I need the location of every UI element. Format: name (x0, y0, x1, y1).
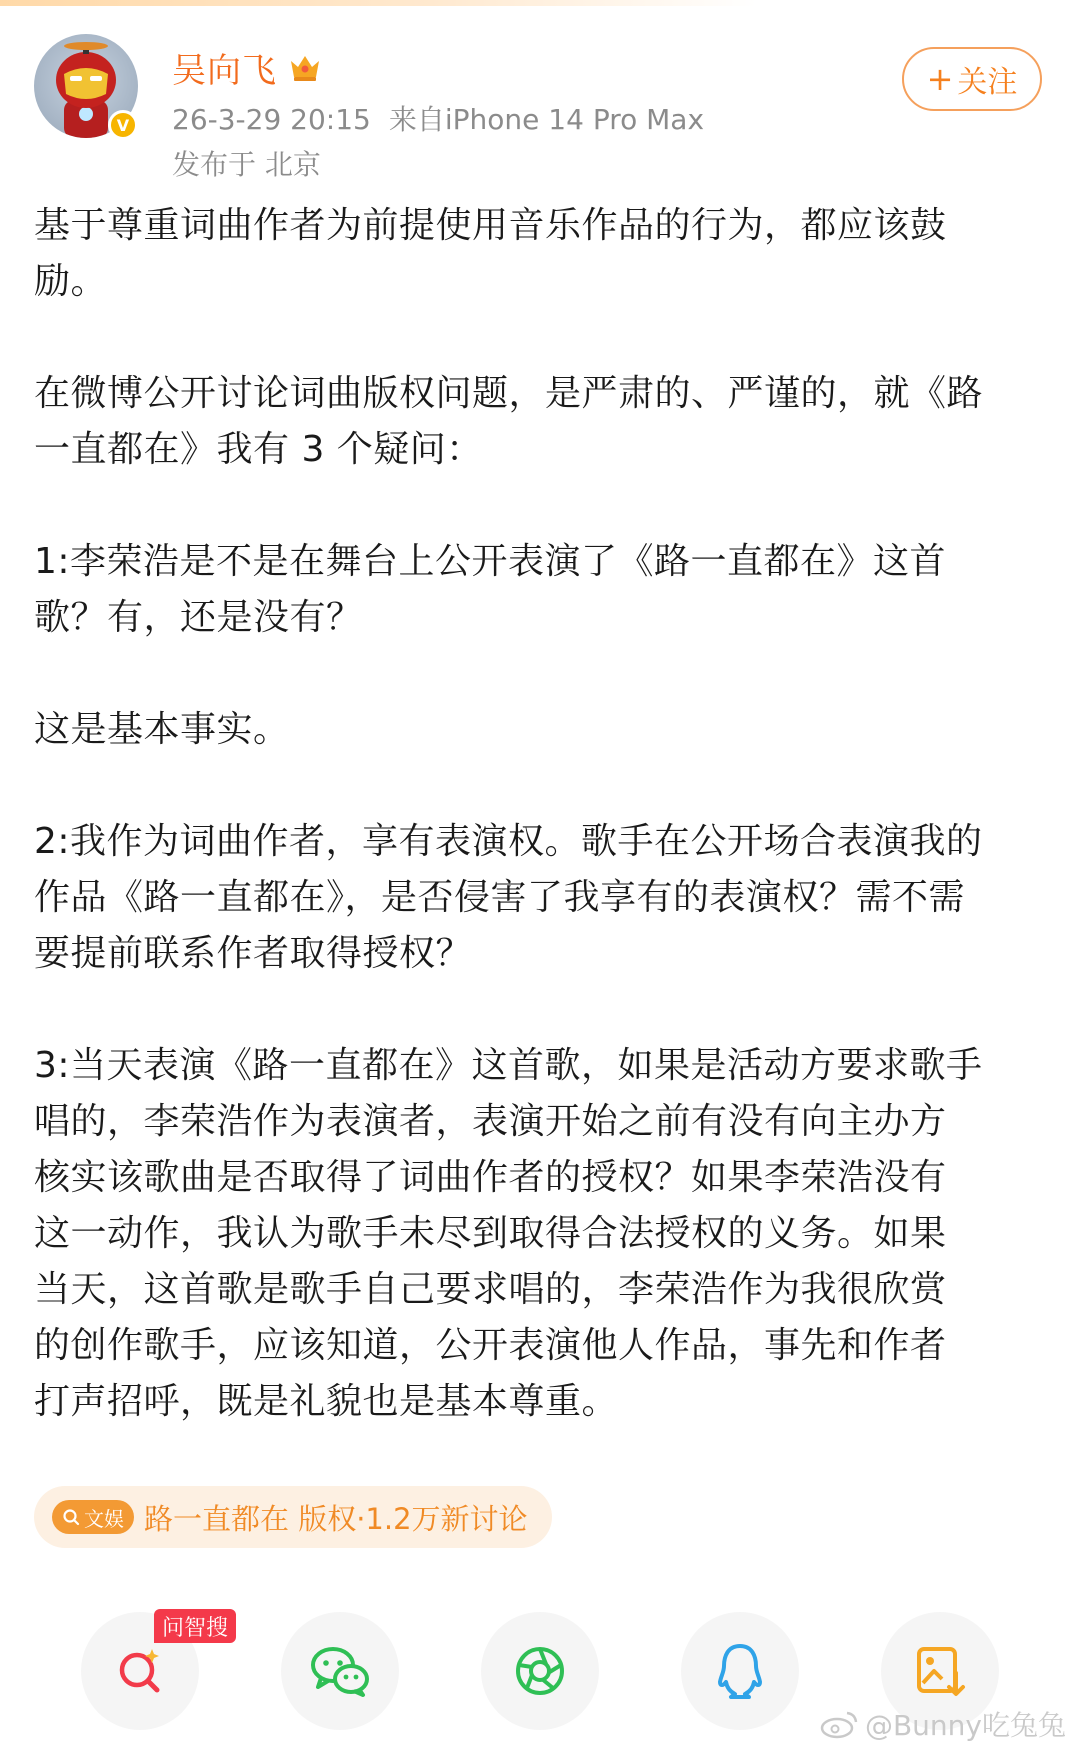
ai-search-badge: 问智搜 (154, 1609, 236, 1643)
save-image-icon (914, 1643, 966, 1699)
watermark (819, 1704, 1066, 1744)
post-source: 来自iPhone 14 Pro Max (388, 103, 705, 136)
watermark-text: @Bunny吃兔兔 (864, 1709, 1066, 1742)
topic-category-label: 文娱 (84, 1506, 124, 1531)
post-body (34, 198, 1049, 1430)
topic-link[interactable] (34, 1486, 552, 1548)
paragraph-question-1: 1:李荣浩是不是在舞台上公开表演了《路一直都在》这首 歌？有，还是没有？ (34, 541, 947, 638)
ai-search-icon (112, 1643, 168, 1699)
qq-icon (715, 1642, 765, 1700)
moments-icon (512, 1643, 568, 1699)
plus-icon: + (926, 60, 954, 98)
wechat-icon (309, 1643, 371, 1699)
follow-button-label: 关注 (957, 65, 1018, 100)
paragraph-basic-fact: 这是基本事实。 (34, 709, 290, 750)
verified-badge-icon: V (108, 110, 138, 140)
username[interactable]: 吴向飞 (172, 50, 277, 91)
paragraph-questions-intro: 在微博公开讨论词曲版权问题，是严肃的、严谨的，就《路 一直都在》我有 3 个疑问： (34, 373, 984, 470)
moments-share-button[interactable] (481, 1612, 599, 1730)
post-header (0, 0, 1080, 181)
search-icon (62, 1508, 80, 1526)
paragraph-question-3: 3:当天表演《路一直都在》这首歌，如果是活动方要求歌手 唱的，李荣浩作为表演者，表演开始之前有没有向主办方 核实该歌曲是否取得了词曲作者的授权？如果李荣浩没有 这一动作，我认为歌手未尽到取得合法授权的义务。如果 当天，这首歌是歌手自己要求唱的，李荣浩作为我很欣赏 的创作歌手，应该知道，公开表演他人作品，事先和作者 打声招呼，既是礼貌也是基本尊重。 (34, 1045, 983, 1422)
follow-button[interactable] (902, 47, 1042, 111)
topic-category-tag (52, 1500, 134, 1534)
paragraph-intro: 基于尊重词曲作者为前提使用音乐作品的行为，都应该鼓 励。 (34, 205, 947, 302)
post-meta (172, 98, 704, 138)
weibo-logo-icon (819, 1709, 859, 1739)
qq-share-button[interactable] (681, 1612, 799, 1730)
post-location: 发布于 北京 (172, 148, 321, 181)
post-timestamp: 26-3-29 20:15 (172, 103, 371, 136)
username-row (172, 44, 323, 90)
vip-crown-icon (287, 51, 323, 83)
paragraph-question-2: 2:我作为词曲作者，享有表演权。歌手在公开场合表演我的 作品《路一直都在》，是否侵害了我享有的表演权？需不需 要提前联系作者取得授权？ (34, 821, 983, 974)
wechat-share-button[interactable] (281, 1612, 399, 1730)
topic-text: 路一直都在 版权·1.2万新讨论 (144, 1501, 528, 1536)
